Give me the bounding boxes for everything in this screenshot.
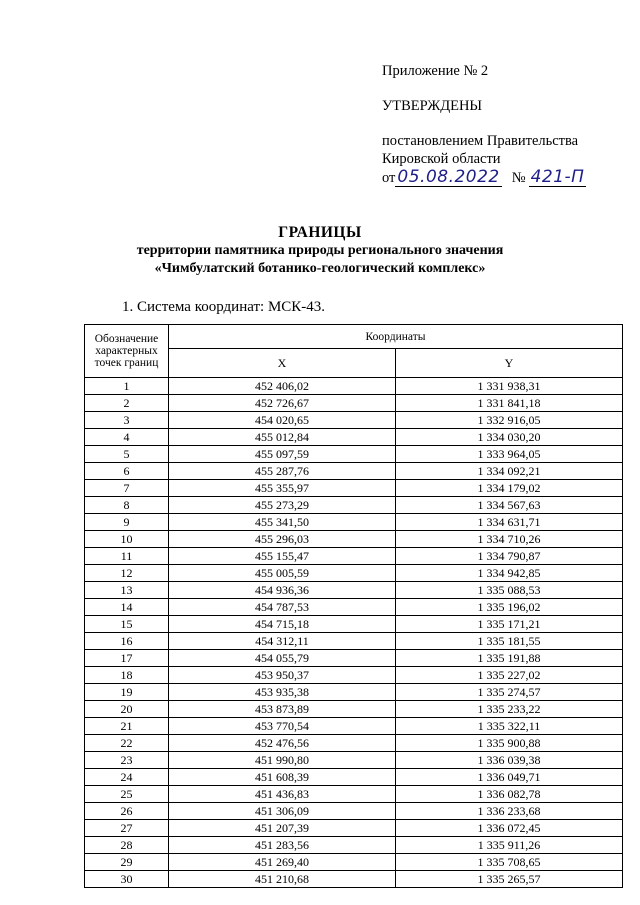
y-coordinate-cell: 1 334 092,21 — [396, 463, 623, 480]
x-coordinate-cell: 455 155,47 — [169, 548, 396, 565]
y-coordinate-cell: 1 335 088,53 — [396, 582, 623, 599]
point-number-cell: 19 — [85, 684, 169, 701]
y-coordinate-cell: 1 334 179,02 — [396, 480, 623, 497]
x-coordinate-cell: 454 020,65 — [169, 412, 396, 429]
x-coordinate-cell: 455 341,50 — [169, 514, 396, 531]
y-coordinate-cell: 1 334 030,20 — [396, 429, 623, 446]
header-y: Y — [396, 349, 623, 378]
y-coordinate-cell: 1 332 916,05 — [396, 412, 623, 429]
table-row — [85, 701, 623, 718]
approval-block — [382, 62, 632, 187]
table-row — [85, 786, 623, 803]
point-number-cell: 5 — [85, 446, 169, 463]
point-number-cell: 14 — [85, 599, 169, 616]
y-coordinate-cell: 1 331 938,31 — [396, 378, 623, 395]
point-number-cell: 20 — [85, 701, 169, 718]
table-row — [85, 429, 623, 446]
x-coordinate-cell: 454 055,79 — [169, 650, 396, 667]
point-number-cell: 26 — [85, 803, 169, 820]
point-number-cell: 27 — [85, 820, 169, 837]
table-row — [85, 684, 623, 701]
table-row — [85, 718, 623, 735]
point-number-cell: 4 — [85, 429, 169, 446]
y-coordinate-cell: 1 334 631,71 — [396, 514, 623, 531]
handwritten-date: 05.08.2022 — [397, 167, 500, 187]
x-coordinate-cell: 454 936,36 — [169, 582, 396, 599]
y-coordinate-cell: 1 335 227,02 — [396, 667, 623, 684]
decree-date-number — [382, 168, 632, 187]
table-row — [85, 480, 623, 497]
table-row — [85, 769, 623, 786]
table-row — [85, 514, 623, 531]
y-coordinate-cell: 1 336 039,38 — [396, 752, 623, 769]
table-row — [85, 395, 623, 412]
point-number-cell: 15 — [85, 616, 169, 633]
handwritten-number: 421-П — [530, 167, 585, 187]
point-number-cell: 8 — [85, 497, 169, 514]
y-coordinate-cell: 1 335 233,22 — [396, 701, 623, 718]
y-coordinate-cell: 1 335 196,02 — [396, 599, 623, 616]
point-number-cell: 18 — [85, 667, 169, 684]
x-coordinate-cell: 454 715,18 — [169, 616, 396, 633]
point-number-cell: 1 — [85, 378, 169, 395]
table-row — [85, 803, 623, 820]
y-coordinate-cell: 1 335 265,57 — [396, 871, 623, 888]
point-number-cell: 24 — [85, 769, 169, 786]
point-number-cell: 2 — [85, 395, 169, 412]
table-row — [85, 412, 623, 429]
x-coordinate-cell: 455 296,03 — [169, 531, 396, 548]
header-point-designation: Обозначение характерных точек границ — [85, 325, 169, 378]
point-number-cell: 17 — [85, 650, 169, 667]
header-x: X — [169, 349, 396, 378]
table-row — [85, 633, 623, 650]
y-coordinate-cell: 1 335 171,21 — [396, 616, 623, 633]
point-number-cell: 25 — [85, 786, 169, 803]
coordinates-table — [84, 324, 623, 888]
table-row — [85, 837, 623, 854]
point-number-cell: 12 — [85, 565, 169, 582]
x-coordinate-cell: 455 273,29 — [169, 497, 396, 514]
decree-line-1: постановлением Правительства — [382, 133, 579, 149]
x-coordinate-cell: 455 355,97 — [169, 480, 396, 497]
document-title: ГРАНИЦЫ — [278, 224, 362, 241]
x-coordinate-cell: 453 873,89 — [169, 701, 396, 718]
point-number-cell: 23 — [85, 752, 169, 769]
y-coordinate-cell: 1 335 191,88 — [396, 650, 623, 667]
table-row — [85, 446, 623, 463]
table-body — [85, 378, 623, 888]
decree-line-2: Кировской области — [382, 151, 501, 167]
point-number-cell: 9 — [85, 514, 169, 531]
table-row — [85, 854, 623, 871]
x-coordinate-cell: 451 990,80 — [169, 752, 396, 769]
y-coordinate-cell: 1 336 082,78 — [396, 786, 623, 803]
point-number-cell: 22 — [85, 735, 169, 752]
table-row — [85, 667, 623, 684]
table-row — [85, 565, 623, 582]
y-coordinate-cell: 1 331 841,18 — [396, 395, 623, 412]
table-row — [85, 531, 623, 548]
table-row — [85, 650, 623, 667]
y-coordinate-cell: 1 334 942,85 — [396, 565, 623, 582]
y-coordinate-cell: 1 336 072,45 — [396, 820, 623, 837]
point-number-cell: 6 — [85, 463, 169, 480]
y-coordinate-cell: 1 335 708,65 — [396, 854, 623, 871]
x-coordinate-cell: 454 312,11 — [169, 633, 396, 650]
table-row — [85, 463, 623, 480]
x-coordinate-cell: 451 608,39 — [169, 769, 396, 786]
x-coordinate-cell: 451 306,09 — [169, 803, 396, 820]
approved-label: УТВЕРЖДЕНЫ — [382, 98, 483, 114]
point-number-cell: 3 — [85, 412, 169, 429]
x-coordinate-cell: 453 935,38 — [169, 684, 396, 701]
y-coordinate-cell: 1 335 322,11 — [396, 718, 623, 735]
y-coordinate-cell: 1 335 900,88 — [396, 735, 623, 752]
date-prefix: от — [382, 170, 396, 186]
x-coordinate-cell: 452 476,56 — [169, 735, 396, 752]
table-row — [85, 378, 623, 395]
x-coordinate-cell: 452 726,67 — [169, 395, 396, 412]
y-coordinate-cell: 1 333 964,05 — [396, 446, 623, 463]
x-coordinate-cell: 455 005,59 — [169, 565, 396, 582]
x-coordinate-cell: 453 950,37 — [169, 667, 396, 684]
y-coordinate-cell: 1 336 049,71 — [396, 769, 623, 786]
table-row — [85, 871, 623, 888]
table-row — [85, 820, 623, 837]
y-coordinate-cell: 1 334 710,26 — [396, 531, 623, 548]
point-number-cell: 29 — [85, 854, 169, 871]
document-subtitle-2: «Чимбулатский ботанико-геологический комплекс» — [154, 261, 486, 276]
y-coordinate-cell: 1 335 181,55 — [396, 633, 623, 650]
x-coordinate-cell: 453 770,54 — [169, 718, 396, 735]
x-coordinate-cell: 455 097,59 — [169, 446, 396, 463]
point-number-cell: 21 — [85, 718, 169, 735]
y-coordinate-cell: 1 335 911,26 — [396, 837, 623, 854]
x-coordinate-cell: 451 210,68 — [169, 871, 396, 888]
x-coordinate-cell: 455 012,84 — [169, 429, 396, 446]
x-coordinate-cell: 455 287,76 — [169, 463, 396, 480]
x-coordinate-cell: 454 787,53 — [169, 599, 396, 616]
x-coordinate-cell: 452 406,02 — [169, 378, 396, 395]
point-number-cell: 11 — [85, 548, 169, 565]
y-coordinate-cell: 1 334 567,63 — [396, 497, 623, 514]
point-number-cell: 30 — [85, 871, 169, 888]
y-coordinate-cell: 1 336 233,68 — [396, 803, 623, 820]
table-row — [85, 548, 623, 565]
header-coordinates: Координаты — [169, 325, 623, 349]
x-coordinate-cell: 451 283,56 — [169, 837, 396, 854]
point-number-cell: 13 — [85, 582, 169, 599]
table-row — [85, 752, 623, 769]
appendix-label: Приложение № 2 — [382, 63, 489, 79]
point-number-cell: 16 — [85, 633, 169, 650]
table-row — [85, 735, 623, 752]
document-subtitle-1: территории памятника природы регионального значения — [136, 243, 504, 258]
y-coordinate-cell: 1 334 790,87 — [396, 548, 623, 565]
table-row — [85, 616, 623, 633]
x-coordinate-cell: 451 436,83 — [169, 786, 396, 803]
section-heading: 1. Система координат: МСК-43. — [122, 299, 326, 315]
table-row — [85, 599, 623, 616]
point-number-cell: 10 — [85, 531, 169, 548]
x-coordinate-cell: 451 207,39 — [169, 820, 396, 837]
point-number-cell: 28 — [85, 837, 169, 854]
table-row — [85, 582, 623, 599]
number-label: № — [511, 170, 526, 186]
x-coordinate-cell: 451 269,40 — [169, 854, 396, 871]
y-coordinate-cell: 1 335 274,57 — [396, 684, 623, 701]
point-number-cell: 7 — [85, 480, 169, 497]
table-row — [85, 497, 623, 514]
